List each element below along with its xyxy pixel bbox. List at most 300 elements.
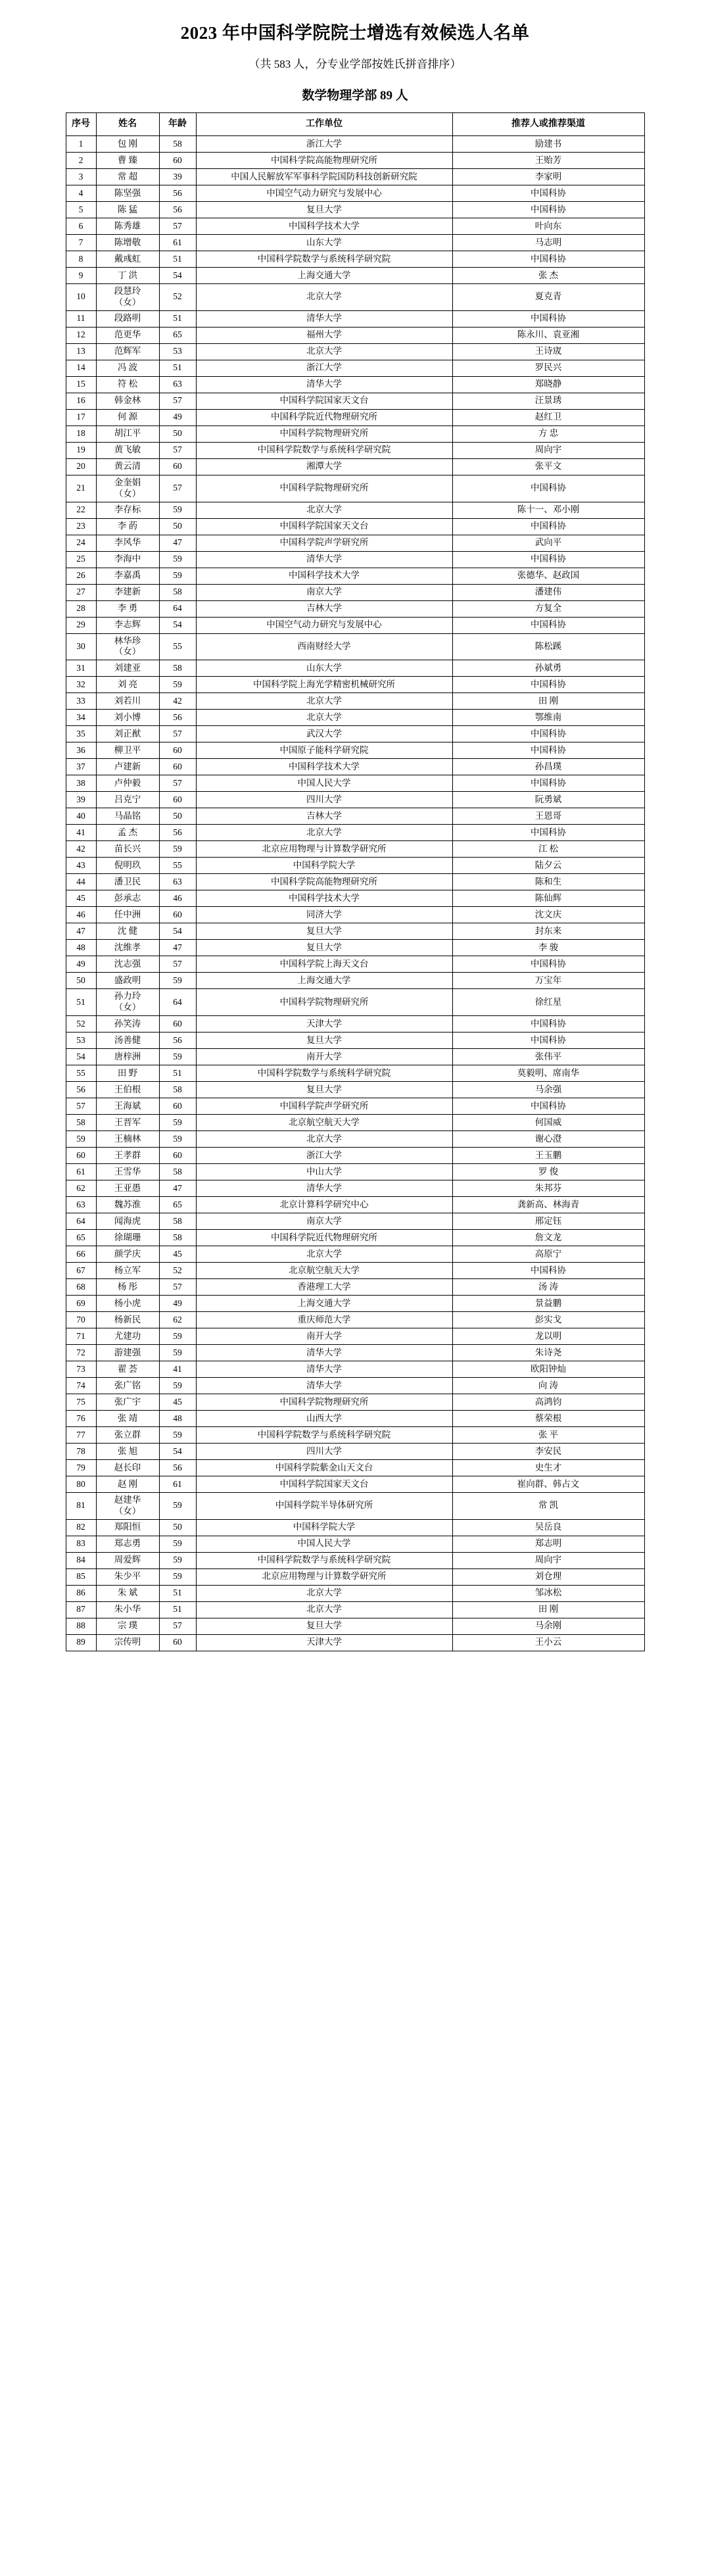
cell-unit: 湘潭大学 [196,458,452,475]
cell-seq: 84 [66,1552,96,1568]
cell-seq: 89 [66,1634,96,1651]
cell-name: 朱 斌 [96,1585,159,1601]
cell-unit: 中国科学院国家天文台 [196,518,452,535]
cell-age: 59 [159,1345,196,1361]
cell-recommender: 中国科协 [452,1098,644,1115]
cell-age: 50 [159,425,196,442]
cell-name: 王海斌 [96,1098,159,1115]
cell-seq: 22 [66,502,96,518]
cell-recommender: 中国科协 [452,1033,644,1049]
cell-age: 57 [159,956,196,973]
cell-name: 朱少平 [96,1568,159,1585]
cell-recommender: 沈文庆 [452,907,644,923]
cell-name: 任中洲 [96,907,159,923]
cell-seq: 39 [66,792,96,808]
cell-seq: 52 [66,1016,96,1033]
cell-name: 陈 猛 [96,202,159,218]
table-row [66,153,644,169]
cell-recommender: 陈仙辉 [452,890,644,907]
cell-unit: 北京大学 [196,502,452,518]
table-row [66,310,644,327]
cell-recommender: 马余强 [452,1082,644,1098]
cell-age: 51 [159,1601,196,1618]
cell-age: 52 [159,284,196,311]
cell-unit: 中国科学院大学 [196,858,452,874]
cell-recommender: 蔡荣根 [452,1411,644,1427]
cell-seq: 11 [66,310,96,327]
cell-age: 56 [159,1460,196,1476]
cell-seq: 34 [66,710,96,726]
cell-unit: 北京大学 [196,1601,452,1618]
cell-seq: 87 [66,1601,96,1618]
cell-age: 57 [159,475,196,502]
cell-seq: 12 [66,327,96,343]
cell-age: 64 [159,989,196,1016]
cell-recommender: 张德华、赵政国 [452,568,644,584]
cell-recommender: 汤 涛 [452,1279,644,1296]
cell-age: 51 [159,1585,196,1601]
cell-unit: 中国科学院数学与系统科学研究院 [196,1065,452,1082]
cell-age: 58 [159,1082,196,1098]
cell-age: 60 [159,458,196,475]
cell-recommender: 詹文龙 [452,1230,644,1246]
candidates-table [66,112,645,1651]
cell-age: 57 [159,775,196,792]
cell-age: 56 [159,202,196,218]
cell-age: 57 [159,1618,196,1634]
cell-name: 苗长兴 [96,841,159,858]
cell-unit: 北京应用物理与计算数学研究所 [196,841,452,858]
cell-name: 张 靖 [96,1411,159,1427]
cell-age: 59 [159,1552,196,1568]
cell-seq: 88 [66,1618,96,1634]
table-row [66,1493,644,1520]
cell-recommender: 赵红卫 [452,409,644,425]
cell-name: 丁 洪 [96,268,159,284]
table-row [66,1536,644,1552]
cell-recommender: 崔向群、韩占文 [452,1476,644,1493]
cell-age: 59 [159,1115,196,1131]
cell-recommender: 中国科协 [452,825,644,841]
cell-seq: 19 [66,442,96,458]
cell-name: 金奎娟 （女） [96,475,159,502]
cell-seq: 37 [66,759,96,775]
table-row [66,956,644,973]
table-row [66,535,644,551]
cell-unit: 天津大学 [196,1634,452,1651]
cell-name: 段路明 [96,310,159,327]
cell-recommender: 武向平 [452,535,644,551]
cell-age: 56 [159,1033,196,1049]
cell-unit: 复旦大学 [196,940,452,956]
cell-age: 65 [159,327,196,343]
table-row [66,502,644,518]
cell-name: 盛政明 [96,973,159,989]
cell-recommender: 中国科协 [452,251,644,268]
cell-age: 59 [159,502,196,518]
cell-seq: 42 [66,841,96,858]
cell-seq: 51 [66,989,96,1016]
cell-recommender: 中国科协 [452,775,644,792]
cell-recommender: 陈永川、袁亚湘 [452,327,644,343]
cell-seq: 70 [66,1312,96,1328]
cell-unit: 北京大学 [196,710,452,726]
cell-recommender: 马余刚 [452,1618,644,1634]
cell-seq: 50 [66,973,96,989]
cell-seq: 79 [66,1460,96,1476]
cell-name: 陈坚强 [96,185,159,202]
table-row [66,1296,644,1312]
cell-name: 游建强 [96,1345,159,1361]
cell-name: 常 超 [96,169,159,185]
table-row [66,202,644,218]
cell-seq: 38 [66,775,96,792]
cell-unit: 山东大学 [196,235,452,251]
cell-unit: 上海交通大学 [196,1296,452,1312]
table-row [66,617,644,633]
table-row [66,1213,644,1230]
cell-unit: 复旦大学 [196,1033,452,1049]
table-row [66,1411,644,1427]
table-row [66,858,644,874]
cell-name: 颜学庆 [96,1246,159,1263]
cell-recommender: 中国科协 [452,742,644,759]
cell-recommender: 张 平 [452,1427,644,1444]
cell-seq: 61 [66,1164,96,1180]
cell-recommender: 彭实戈 [452,1312,644,1328]
cell-name: 赵 刚 [96,1476,159,1493]
cell-age: 56 [159,185,196,202]
cell-seq: 16 [66,393,96,409]
table-row [66,1519,644,1536]
cell-unit: 北京大学 [196,1131,452,1148]
cell-unit: 重庆师范大学 [196,1312,452,1328]
cell-unit: 南京大学 [196,584,452,600]
table-row [66,726,644,742]
table-row [66,710,644,726]
cell-age: 47 [159,940,196,956]
table-row [66,1328,644,1345]
table-row [66,693,644,710]
cell-unit: 香港理工大学 [196,1279,452,1296]
table-row [66,1444,644,1460]
cell-unit: 中国原子能科学研究院 [196,742,452,759]
table-row [66,677,644,693]
table-row [66,923,644,940]
cell-seq: 78 [66,1444,96,1460]
table-row [66,584,644,600]
cell-unit: 北京计算科学研究中心 [196,1197,452,1213]
cell-age: 51 [159,251,196,268]
cell-unit: 四川大学 [196,1444,452,1460]
cell-age: 45 [159,1246,196,1263]
table-row [66,235,644,251]
cell-seq: 7 [66,235,96,251]
cell-name: 陈增敬 [96,235,159,251]
cell-name: 冯 波 [96,360,159,376]
table-row [66,1148,644,1164]
cell-unit: 清华大学 [196,310,452,327]
cell-age: 58 [159,584,196,600]
table-row [66,1568,644,1585]
cell-recommender: 阮勇斌 [452,792,644,808]
cell-unit: 南京大学 [196,1213,452,1230]
cell-age: 42 [159,693,196,710]
cell-name: 卢建新 [96,759,159,775]
cell-seq: 24 [66,535,96,551]
table-row [66,742,644,759]
cell-recommender: 中国科协 [452,956,644,973]
cell-recommender: 史生才 [452,1460,644,1476]
cell-name: 孟 杰 [96,825,159,841]
cell-name: 闻海虎 [96,1213,159,1230]
cell-recommender: 莫毅明、席南华 [452,1065,644,1082]
cell-name: 赵长印 [96,1460,159,1476]
cell-unit: 北京大学 [196,343,452,360]
cell-seq: 67 [66,1263,96,1279]
table-row [66,1131,644,1148]
cell-age: 58 [159,1213,196,1230]
table-row [66,808,644,825]
cell-name: 尤建功 [96,1328,159,1345]
cell-unit: 中国科学院上海天文台 [196,956,452,973]
cell-unit: 中国科学技术大学 [196,890,452,907]
column-header-unit: 工作单位 [196,113,452,136]
cell-name: 林华珍 （女） [96,633,159,660]
cell-seq: 2 [66,153,96,169]
cell-name: 王雪华 [96,1164,159,1180]
cell-name: 李风华 [96,535,159,551]
cell-seq: 29 [66,617,96,633]
cell-age: 61 [159,1476,196,1493]
table-row [66,360,644,376]
cell-age: 59 [159,1049,196,1065]
cell-unit: 中国科学院国家天文台 [196,1476,452,1493]
cell-age: 60 [159,759,196,775]
cell-seq: 59 [66,1131,96,1148]
cell-seq: 82 [66,1519,96,1536]
cell-age: 59 [159,1493,196,1520]
cell-age: 56 [159,825,196,841]
table-row [66,660,644,677]
cell-seq: 76 [66,1411,96,1427]
cell-seq: 4 [66,185,96,202]
cell-name: 刘 亮 [96,677,159,693]
cell-unit: 中国科学院近代物理研究所 [196,1230,452,1246]
table-row [66,136,644,153]
cell-recommender: 马志明 [452,235,644,251]
cell-age: 59 [159,1131,196,1148]
cell-recommender: 陈松蹊 [452,633,644,660]
page-title: 2023 年中国科学院院士增选有效候选人名单 [180,23,530,43]
table-row [66,792,644,808]
page-subtitle: （共 583 人，分专业学部按姓氏拼音排序） [248,58,462,70]
cell-seq: 15 [66,376,96,393]
cell-recommender: 谢心澄 [452,1131,644,1148]
cell-age: 46 [159,890,196,907]
table-header-row [66,113,644,136]
cell-recommender: 中国科协 [452,551,644,568]
cell-name: 沈 健 [96,923,159,940]
cell-age: 50 [159,518,196,535]
table-row [66,1634,644,1651]
cell-age: 57 [159,726,196,742]
cell-seq: 25 [66,551,96,568]
table-row [66,1164,644,1180]
cell-unit: 中国科学院高能物理研究所 [196,874,452,890]
cell-unit: 清华大学 [196,551,452,568]
cell-age: 60 [159,907,196,923]
cell-name: 朱小华 [96,1601,159,1618]
cell-name: 黄飞敏 [96,442,159,458]
cell-recommender: 李安民 [452,1444,644,1460]
cell-age: 65 [159,1197,196,1213]
table-row [66,890,644,907]
cell-seq: 83 [66,1536,96,1552]
cell-seq: 64 [66,1213,96,1230]
cell-age: 53 [159,343,196,360]
cell-name: 王晋军 [96,1115,159,1131]
table-row [66,1427,644,1444]
cell-recommender: 中国科协 [452,518,644,535]
cell-age: 49 [159,409,196,425]
cell-recommender: 王诗宬 [452,343,644,360]
cell-unit: 北京大学 [196,284,452,311]
cell-recommender: 孙昌璞 [452,759,644,775]
cell-age: 55 [159,858,196,874]
cell-seq: 69 [66,1296,96,1312]
cell-unit: 同济大学 [196,907,452,923]
cell-recommender: 田 刚 [452,693,644,710]
table-row [66,518,644,535]
cell-unit: 复旦大学 [196,202,452,218]
cell-name: 张广宇 [96,1394,159,1411]
cell-name: 魏苏淮 [96,1197,159,1213]
cell-unit: 吉林大学 [196,600,452,617]
cell-unit: 中国空气动力研究与发展中心 [196,185,452,202]
cell-unit: 清华大学 [196,1180,452,1197]
cell-recommender: 朱诗尧 [452,1345,644,1361]
cell-name: 沈维孝 [96,940,159,956]
cell-seq: 44 [66,874,96,890]
cell-age: 45 [159,1394,196,1411]
cell-recommender: 中国科协 [452,475,644,502]
cell-recommender: 邹冰松 [452,1585,644,1601]
cell-age: 57 [159,218,196,235]
cell-age: 60 [159,1016,196,1033]
cell-name: 郑阳恒 [96,1519,159,1536]
cell-recommender: 封东来 [452,923,644,940]
cell-age: 54 [159,268,196,284]
cell-recommender: 张平文 [452,458,644,475]
cell-seq: 55 [66,1065,96,1082]
cell-seq: 85 [66,1568,96,1585]
cell-recommender: 周向宇 [452,1552,644,1568]
cell-age: 54 [159,923,196,940]
cell-name: 陈秀雄 [96,218,159,235]
table-row [66,1180,644,1197]
table-row [66,551,644,568]
table-row [66,425,644,442]
cell-age: 59 [159,677,196,693]
cell-seq: 49 [66,956,96,973]
cell-name: 刘若川 [96,693,159,710]
cell-unit: 北京航空航天大学 [196,1115,452,1131]
table-row [66,1115,644,1131]
cell-name: 何 源 [96,409,159,425]
table-row [66,1460,644,1476]
cell-unit: 北京大学 [196,693,452,710]
table-row [66,1098,644,1115]
cell-seq: 31 [66,660,96,677]
cell-unit: 上海交通大学 [196,973,452,989]
cell-name: 符 松 [96,376,159,393]
cell-seq: 74 [66,1378,96,1394]
cell-seq: 35 [66,726,96,742]
table-row [66,1618,644,1634]
cell-seq: 68 [66,1279,96,1296]
cell-seq: 10 [66,284,96,311]
cell-name: 杨 彤 [96,1279,159,1296]
cell-age: 39 [159,169,196,185]
cell-name: 唐梓洲 [96,1049,159,1065]
cell-name: 李建新 [96,584,159,600]
cell-age: 54 [159,617,196,633]
cell-age: 49 [159,1296,196,1312]
table-row [66,1476,644,1493]
cell-seq: 54 [66,1049,96,1065]
cell-name: 吕克宁 [96,792,159,808]
cell-name: 李存标 [96,502,159,518]
cell-recommender: 陆夕云 [452,858,644,874]
table-row [66,376,644,393]
table-row [66,1585,644,1601]
cell-recommender: 龙以明 [452,1328,644,1345]
cell-unit: 西南财经大学 [196,633,452,660]
cell-recommender: 王恩哥 [452,808,644,825]
cell-recommender: 方复全 [452,600,644,617]
cell-name: 包 刚 [96,136,159,153]
cell-name: 胡江平 [96,425,159,442]
cell-recommender: 罗民兴 [452,360,644,376]
cell-name: 王楠林 [96,1131,159,1148]
cell-seq: 72 [66,1345,96,1361]
cell-name: 杨小虎 [96,1296,159,1312]
cell-seq: 28 [66,600,96,617]
cell-recommender: 励建书 [452,136,644,153]
cell-seq: 45 [66,890,96,907]
cell-unit: 中国科学院上海光学精密机械研究所 [196,677,452,693]
cell-seq: 33 [66,693,96,710]
cell-name: 张立群 [96,1427,159,1444]
cell-seq: 48 [66,940,96,956]
cell-name: 李嘉禹 [96,568,159,584]
cell-recommender: 中国科协 [452,310,644,327]
cell-recommender: 中国科协 [452,1263,644,1279]
cell-age: 57 [159,1279,196,1296]
cell-seq: 66 [66,1246,96,1263]
cell-recommender: 夏克青 [452,284,644,311]
cell-unit: 中国科学院近代物理研究所 [196,409,452,425]
cell-recommender: 欧阳钟灿 [452,1361,644,1378]
cell-unit: 中国科学院物理研究所 [196,425,452,442]
cell-age: 58 [159,1164,196,1180]
cell-age: 59 [159,1536,196,1552]
cell-seq: 27 [66,584,96,600]
cell-unit: 中国科学院紫金山天文台 [196,1460,452,1476]
cell-age: 64 [159,600,196,617]
table-row [66,1378,644,1394]
